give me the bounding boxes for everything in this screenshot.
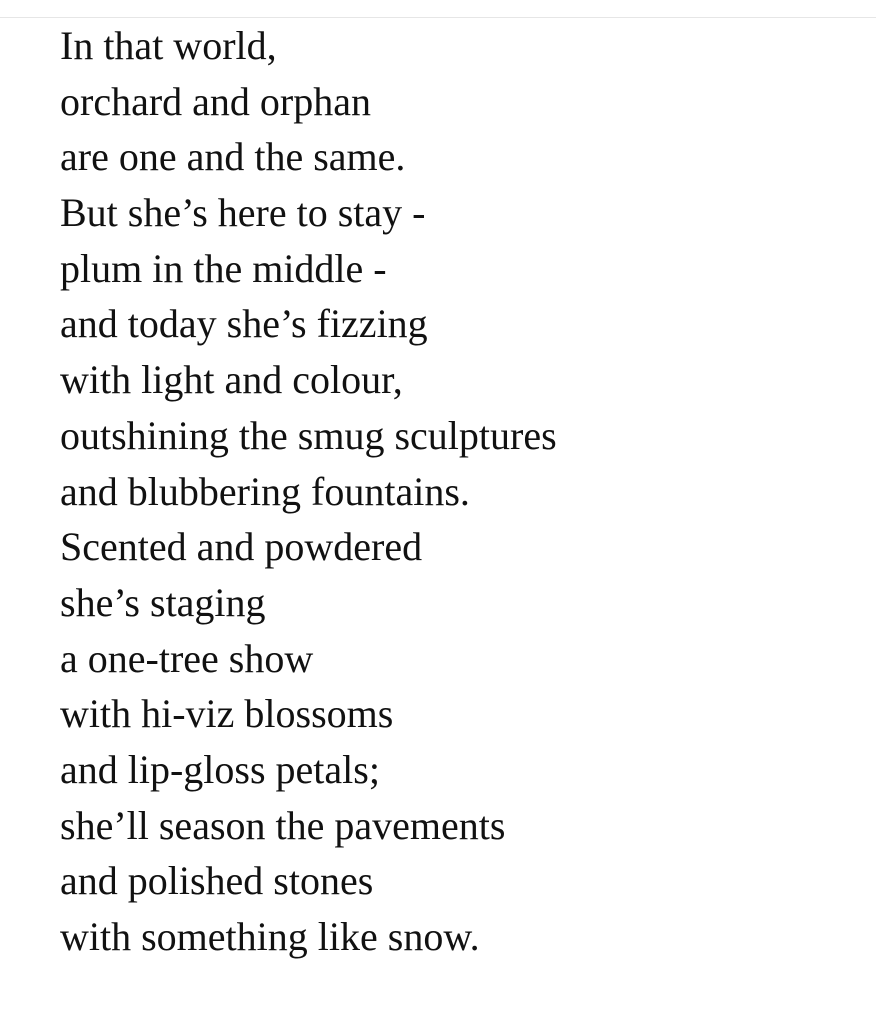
poem-line: and today she’s fizzing <box>60 301 428 347</box>
poem-line: Scented and powdered <box>60 524 423 570</box>
poem-line: and polished stones <box>60 858 374 904</box>
poem-line: she’ll season the pavements <box>60 802 506 848</box>
poem-line: orchard and orphan <box>60 78 371 124</box>
poem-line: and blubbering fountains. <box>60 468 470 514</box>
poem-line: with something like snow. <box>60 914 480 959</box>
poem-line: are one and the same. <box>60 134 406 180</box>
poem-line: and lip-gloss petals; <box>60 746 380 792</box>
poem-text <box>60 18 557 965</box>
poem-line: In that world, <box>60 23 277 68</box>
poem-line: But she’s here to stay - <box>60 190 426 236</box>
poem-line: with hi-viz blossoms <box>60 691 394 737</box>
poem-line: with light and colour, <box>60 357 403 403</box>
poem-line: outshining the smug sculptures <box>60 412 557 458</box>
poem-line: plum in the middle - <box>60 245 387 291</box>
poem-line: she’s staging <box>60 579 266 625</box>
poem-line: a one-tree show <box>60 635 314 681</box>
